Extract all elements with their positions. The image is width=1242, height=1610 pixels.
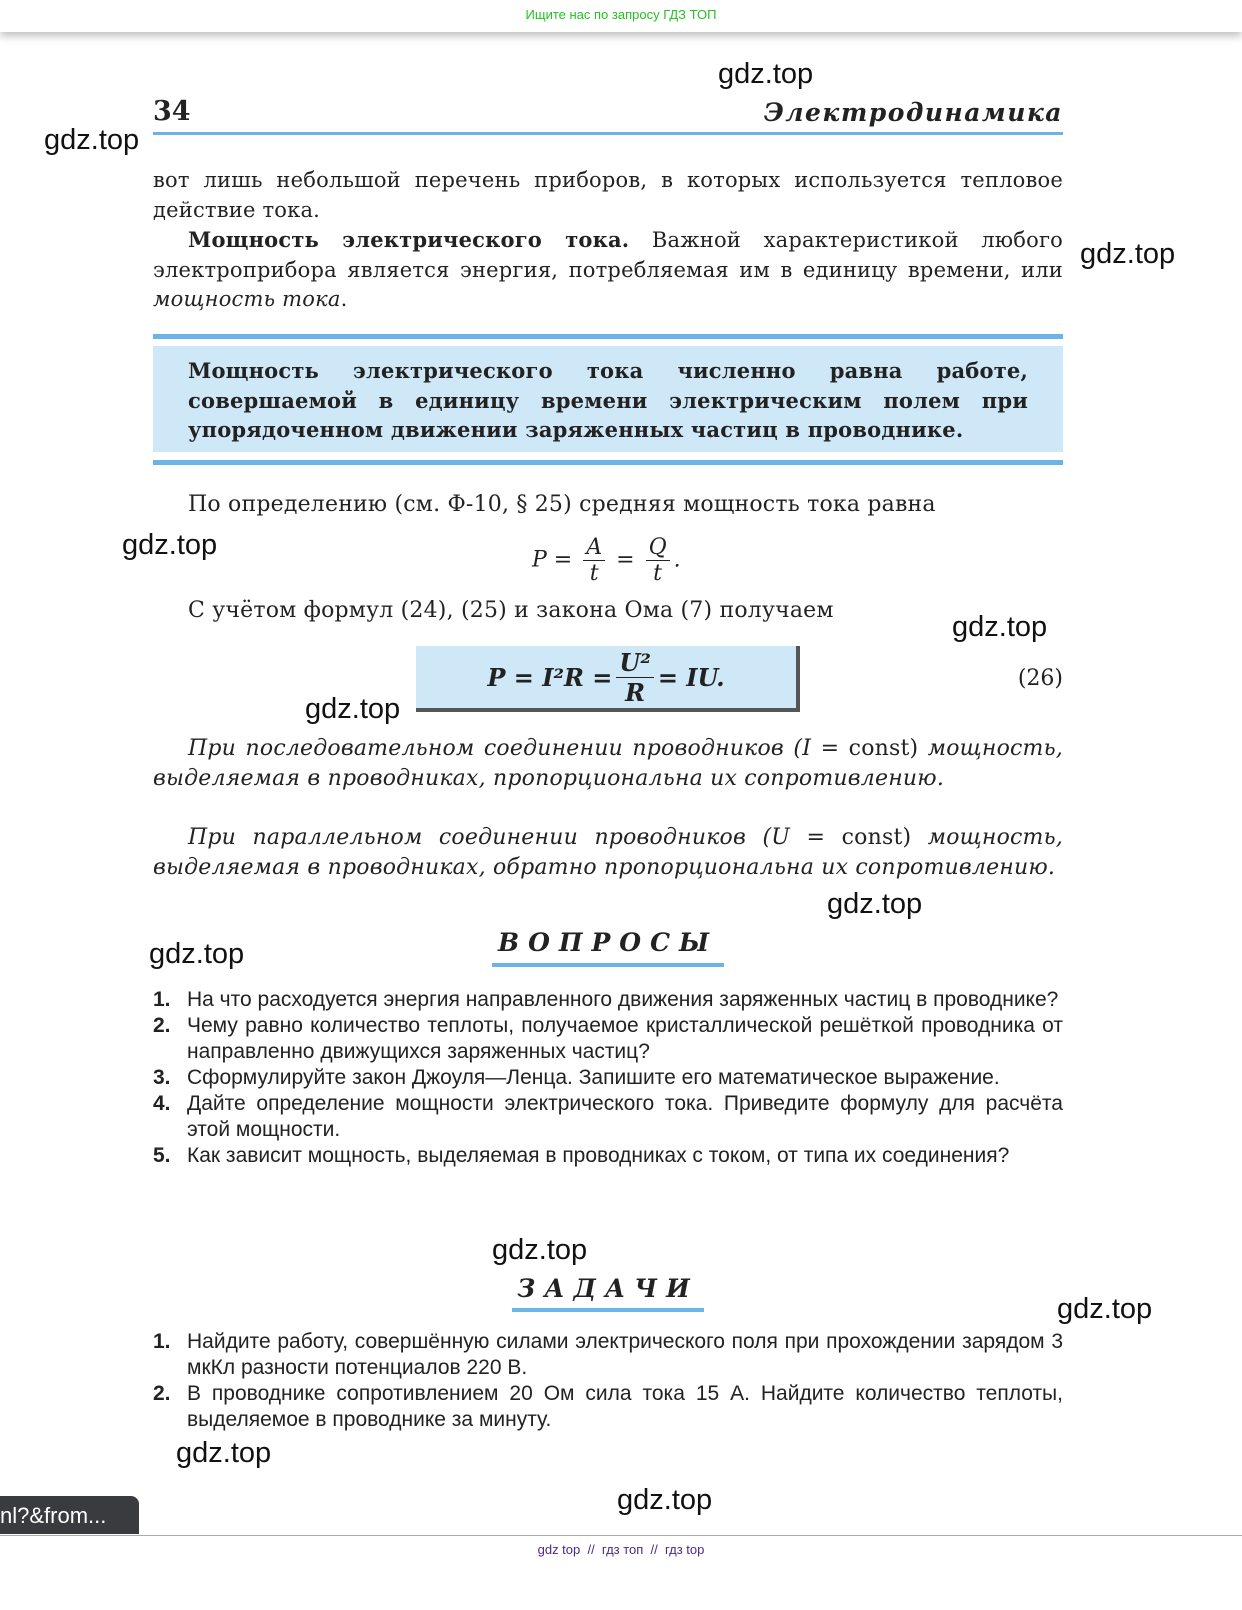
formula-power-box: P = I²R = $\frac{\text{U²}}{R}$ = IU. [416,646,800,712]
tasks-list [153,1329,1063,1433]
watermark: gdz.top [1057,1293,1153,1325]
formula-average-power: P = $\frac{A}{t}$ = $\frac{Q}{t}$ . [532,535,681,586]
watermark: gdz.top [827,888,923,920]
by-definition-text: По определению (см. Ф-10, § 25) средняя мощность тока равна [188,492,936,517]
definition-text: Мощность электрического тока численно равна работе, совершаемой в единицу времени электрическим полем при упорядоченном движении заряженных частиц в проводнике. [188,358,1028,442]
url-tooltip: nl?&from... [0,1496,139,1534]
question-item: 4. Дайте определение мощности электрического тока. Приведите формулу для расчёта этой мощности. [153,1092,1063,1141]
question-item: 2. Чему равно количество теплоты, получаемое кристаллической решёткой проводника от направленно движущихся заряженных частиц? [153,1014,1063,1063]
definition-top-rule [153,334,1063,339]
watermark: gdz.top [492,1234,588,1266]
definition-box [153,346,1063,452]
question-item: 3. Сформулируйте закон Джоуля—Ленца. Запишите его математическое выражение. [153,1066,1000,1089]
watermark: gdz.top [305,693,401,725]
watermark: gdz.top [44,124,140,156]
questions-underline [492,963,724,967]
page-number: 34 [153,96,191,127]
watermark: gdz.top [176,1437,272,1469]
watermark: gdz.top [617,1484,713,1516]
power-heading: Мощность электрического тока. [188,227,630,252]
intro-text: вот лишь небольшой перечень приборов, в которых используется тепловое действие тока. Мощность электрического тока. Важной характеристикой любого электроприбора является энергия, потребляемая им в единицу времени, или мощность тока. [153,168,1063,311]
series-rule-text: При последовательном соединении проводников (I = const) мощность, выделяемая в проводниках, пропорциональна их сопротивлению. [153,736,1063,791]
watermark: gdz.top [1080,238,1176,270]
header-rule [153,132,1063,135]
footer-links[interactable]: gdz top // гдз топ // гдз top [537,1542,705,1557]
question-item: 1. На что расходуется энергия направленного движения заряженных частиц в проводнике? [153,988,1059,1011]
formula-number: (26) [1017,666,1063,691]
task-item: 2. В проводнике сопротивлением 20 Ом сила тока 15 А. Найдите количество теплоты, выделяемое в проводнике за минуту. [153,1382,1063,1431]
search-banner: Ищите нас по запросу ГДЗ ТОП [0,0,1242,32]
watermark: gdz.top [718,58,814,90]
parallel-rule-text: При параллельном соединении проводников (U = const) мощность, выделяемая в проводниках, обратно пропорциональна их сопротивлению. [153,825,1063,880]
questions-list [153,987,1063,1169]
tasks-underline [512,1308,704,1312]
task-item: 1. Найдите работу, совершённую силами электрического поля при прохождении зарядом 3 мкКл разности потенциалов 220 В. [153,1330,1063,1379]
tasks-title: ЗАДАЧИ [517,1274,699,1303]
questions-title: ВОПРОСЫ [497,928,719,957]
footer-divider [0,1535,1242,1536]
question-item: 5. Как зависит мощность, выделяемая в проводниках с током, от типа их соединения? [153,1144,1010,1167]
watermark: gdz.top [122,529,218,561]
definition-bottom-rule [153,460,1063,465]
watermark: gdz.top [952,611,1048,643]
chapter-title: Электродинамика [763,98,1063,127]
watermark: gdz.top [149,938,245,970]
with-formulas-text: С учётом формул (24), (25) и закона Ома (7) получаем [188,598,834,623]
